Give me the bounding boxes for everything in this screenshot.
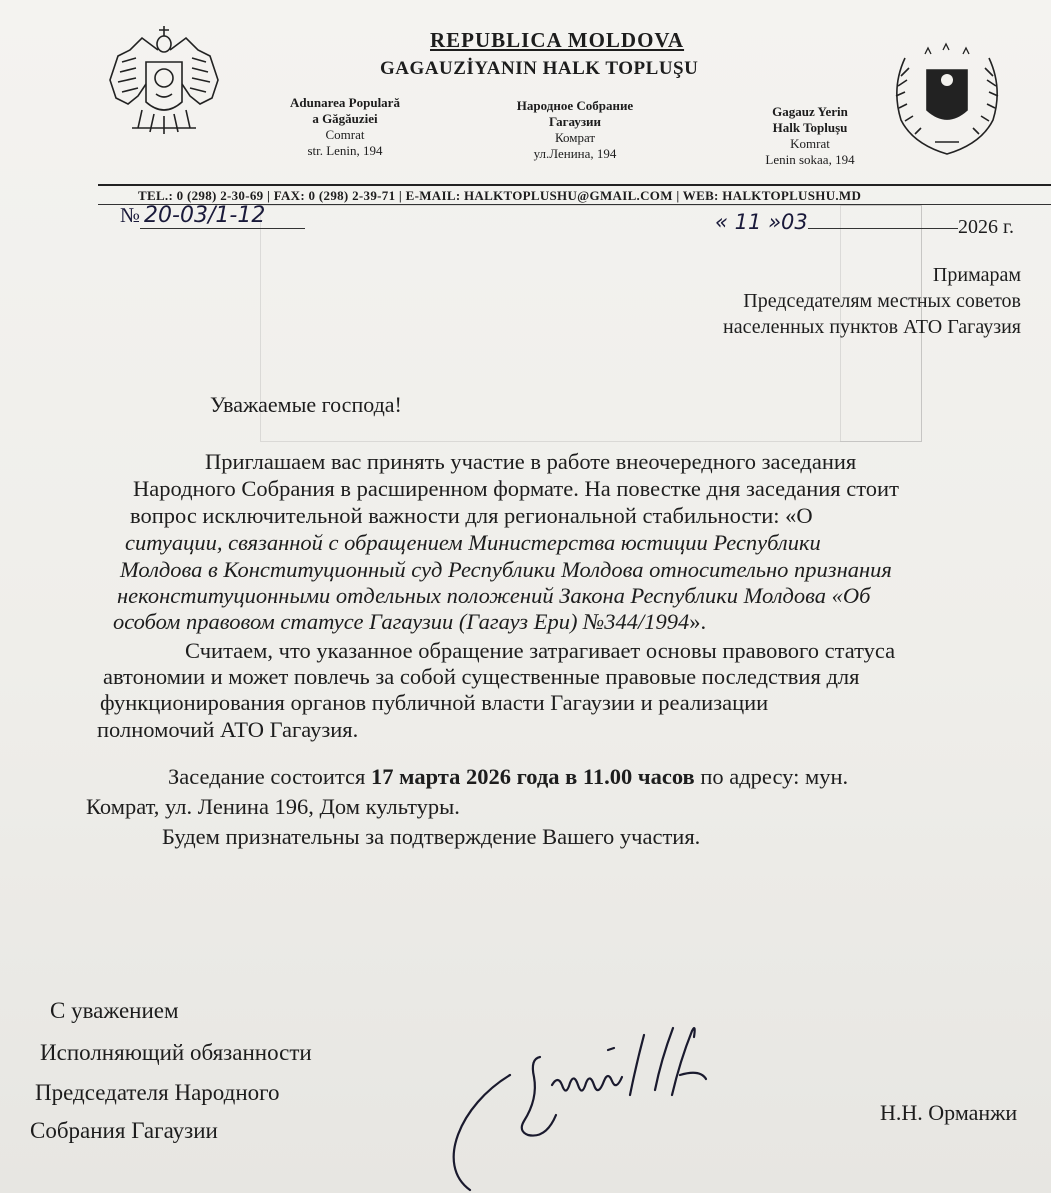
signatory-name: Н.Н. Орманжи	[880, 1100, 1018, 1125]
address-ru-street: ул.Ленина, 194	[533, 146, 617, 161]
address-gag-line2: Halk Toplușu	[772, 120, 848, 135]
body-line	[168, 764, 848, 790]
reference-number-label: №	[120, 203, 141, 227]
signatory-title-line: Исполняющий обязанности	[40, 1040, 312, 1065]
body-line: Приглашаем вас принять участие в работе внеочередного заседания	[205, 449, 857, 474]
address-gag-line1: Gagauz Yerin	[772, 104, 848, 119]
reference-number-value: 20-03/1-12	[140, 203, 305, 229]
body-line	[113, 609, 706, 635]
body-line: функционирования органов публичной власти Гагаузии и реализации	[100, 690, 769, 715]
header-rule-top	[98, 184, 1051, 186]
law-title-end: ».	[689, 609, 707, 634]
address-ru-line1: Народное Собрание	[516, 98, 634, 113]
body-line: полномочий АТО Гагаузия.	[97, 717, 359, 742]
date-open-quote: «	[715, 210, 728, 234]
meeting-intro: Заседание состоится	[168, 764, 372, 789]
address-ru-city: Комрат	[554, 130, 596, 145]
body-line: Комрат, ул. Ленина 196, Дом культуры.	[86, 794, 460, 819]
body-line: Народного Собрания в расширенном формате. На повестке дня заседания стоит	[133, 476, 899, 501]
recipient-line: Председателям местных советов	[743, 290, 1021, 312]
meeting-address-intro: по адресу: мун.	[694, 764, 849, 789]
signatory-title-line: Председателя Народного	[35, 1080, 280, 1105]
regards: С уважением	[50, 998, 179, 1023]
date-year: 2026 г.	[958, 216, 1014, 238]
reference-date	[715, 210, 958, 234]
reference-number	[120, 203, 305, 228]
assembly-title-gagauz: GAGAUZİYANIN HALK TOPLUŞU	[380, 58, 699, 79]
contact-line: TEL.: 0 (298) 2-30-69 | FAX: 0 (298) 2-39-71 | E-MAIL: HALKTOPLUSHU@GMAIL.COM | WEB: HALKTOPLUSHU.MD	[138, 188, 862, 203]
address-ro-line1: Adunarea Populară	[290, 95, 400, 110]
address-gagauz	[735, 104, 885, 168]
body-line: вопрос исключительной важности для региональной стабильности: «О	[130, 503, 813, 528]
address-ro-street: str. Lenin, 194	[307, 143, 383, 158]
body-line: ситуации, связанной с обращением Министерства юстиции Республики	[125, 530, 821, 555]
recipient-line: Примарам	[932, 264, 1021, 286]
body-line: Молдова в Конституционный суд Республики Молдова относительно признания	[120, 557, 892, 582]
address-gag-street: Lenin sokaa, 194	[765, 152, 855, 167]
gagauzia-coat-of-arms-icon	[885, 40, 1010, 158]
law-title: особом правовом статусе Гагаузии (Гагауз Ери) №344/1994	[113, 609, 690, 634]
body-line: автономии и может повлечь за собой существенные правовые последствия для	[103, 664, 860, 689]
republic-title: REPUBLICA MOLDOVA	[430, 28, 685, 52]
meeting-datetime: 17 марта 2026 года в 11.00 часов	[371, 764, 695, 789]
date-month: 03	[781, 210, 808, 234]
greeting: Уважаемые господа!	[210, 392, 402, 417]
address-ru-line2: Гагаузии	[548, 114, 602, 129]
body-line: Считаем, что указанное обращение затрагивает основы правового статуса	[185, 638, 896, 663]
recipients-block	[723, 262, 1021, 340]
address-russian	[485, 98, 665, 162]
signatory-title-line: Собрания Гагаузии	[30, 1118, 218, 1143]
address-romanian	[270, 95, 420, 159]
date-close-quote: »	[768, 210, 782, 234]
recipient-line: населенных пунктов АТО Гагаузия	[723, 316, 1021, 338]
address-ro-city: Comrat	[325, 127, 365, 142]
moldova-coat-of-arms-icon	[102, 18, 227, 148]
body-line: неконституционными отдельных положений Закона Республики Молдова «Об	[117, 583, 871, 608]
date-day: 11	[734, 210, 762, 234]
body-line: Будем признательны за подтверждение Вашего участия.	[162, 824, 701, 849]
address-gag-city: Komrat	[790, 136, 830, 151]
handwritten-signature-icon	[440, 1015, 800, 1193]
date-underline	[808, 228, 958, 229]
address-ro-line2: a Găgăuziei	[312, 111, 378, 126]
